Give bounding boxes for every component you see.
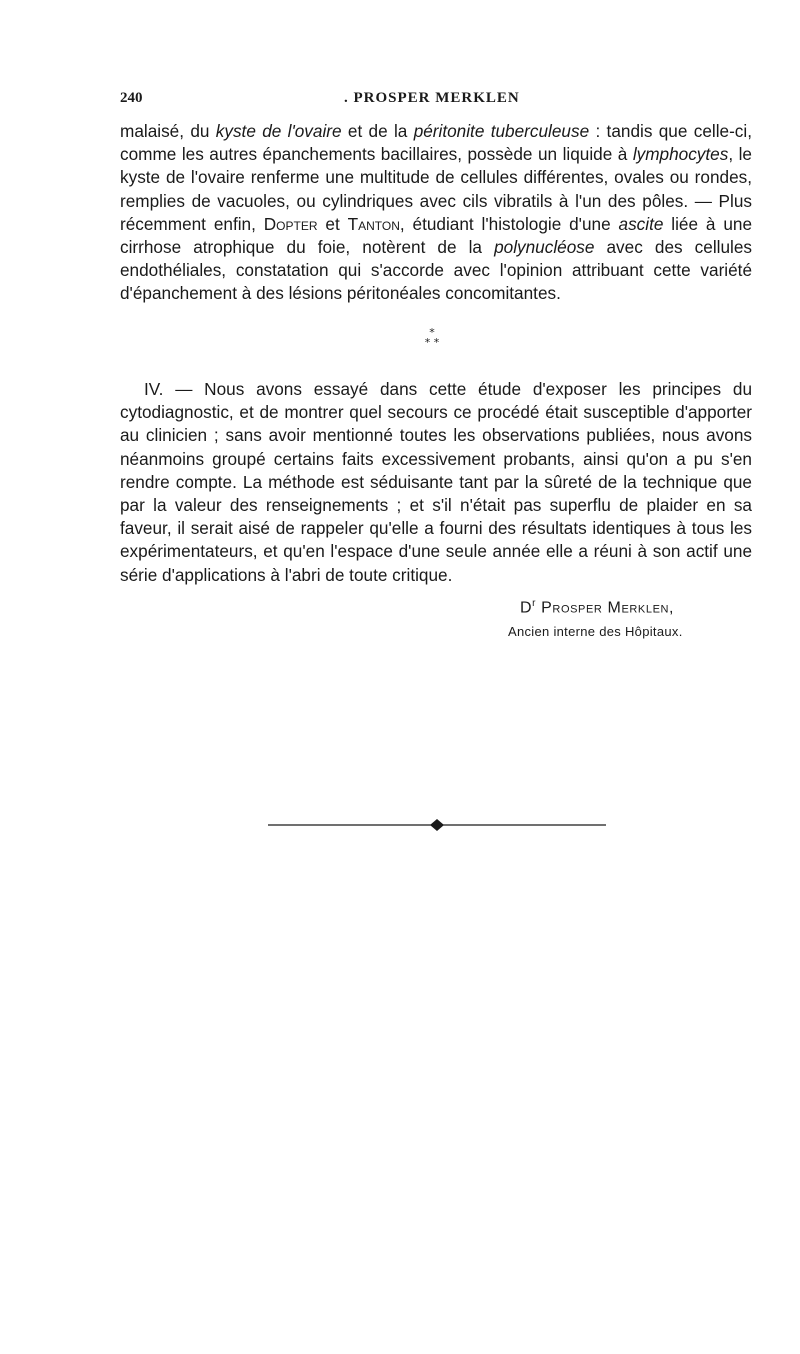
section-separator [417, 328, 447, 356]
italic-term-kyste: kyste de l'ovaire [215, 121, 342, 141]
running-header [120, 90, 752, 114]
signature-prefix-sup: r [532, 598, 537, 609]
text-run: liée à une cirrhose atrophique du foie, notèrent de la [120, 213, 753, 258]
paragraph-2 [120, 378, 752, 587]
end-ornament-rule [268, 818, 606, 832]
italic-term-peritonite: péritonite tuberculeuse [413, 121, 590, 141]
text-run: et de la [341, 121, 414, 141]
signature-prefix: D [520, 599, 533, 617]
text-run: malaisé, du [120, 121, 216, 141]
text-run: avec des cellules endothéliales, constatation qui s'accorde avec l'opinion attribuant cette variété d'épanchement à des lésions péritonéales concomitantes. [120, 237, 752, 304]
page-number: 240 [120, 90, 143, 106]
italic-term-lymphocytes: lymphocytes [632, 144, 729, 165]
italic-term-polynucleose: polynucléose [494, 237, 595, 258]
author-signature [520, 593, 750, 619]
signature-name: Prosper Merklen, [536, 599, 675, 617]
conclusion-text: IV. — Nous avons essayé dans cette étude d'exposer les principes du cytodiagnostic, et de montrer quel secours ce procédé était susceptible d'apporter au clinicien ; sans avoir mentionné toutes les observations publiées, nous avons néanmoins groupé certains faits excessivement probants, ainsi qu'on a pu s'en rendre compte. La méthode est séduisante tant par la sûreté de la technique que par la valeur des renseignements ; et s'il n'était pas superflu de plaider en sa faveur, il serait aisé de rappeler qu'elle a fourni des résultats identiques à tous les expérimentateurs, et qu'en l'espace d'une seule année elle a réuni à son actif une série d'applications à l'abri de toute critique. [120, 379, 752, 585]
author-name-dopter: Dopter [263, 213, 318, 234]
separator-star-top: * [429, 326, 435, 339]
running-title: . PROSPER MERKLEN [344, 90, 520, 106]
paragraph-1 [120, 120, 752, 306]
author-title: Ancien interne des Hôpitaux. [508, 624, 683, 640]
author-name-tanton: Tanton [347, 213, 400, 234]
signature-block [490, 593, 750, 642]
text-run: , le kyste de l'ovaire renferme une multitude de cellules différentes, ovales ou rondes, remplies de vacuoles, ou cylindriques avec cils vibratils à l'un des pôles. — Plus récemment enfin, [120, 144, 752, 234]
text-run: : tandis que celle-ci, comme les autres épanchements bacillaires, possède un liquide à [120, 121, 752, 165]
text-run: , étudiant l'histologie d'une [399, 213, 619, 234]
separator-stars-bottom: * * [424, 336, 440, 349]
text-run: et [317, 213, 348, 234]
italic-term-ascite: ascite [618, 213, 664, 234]
